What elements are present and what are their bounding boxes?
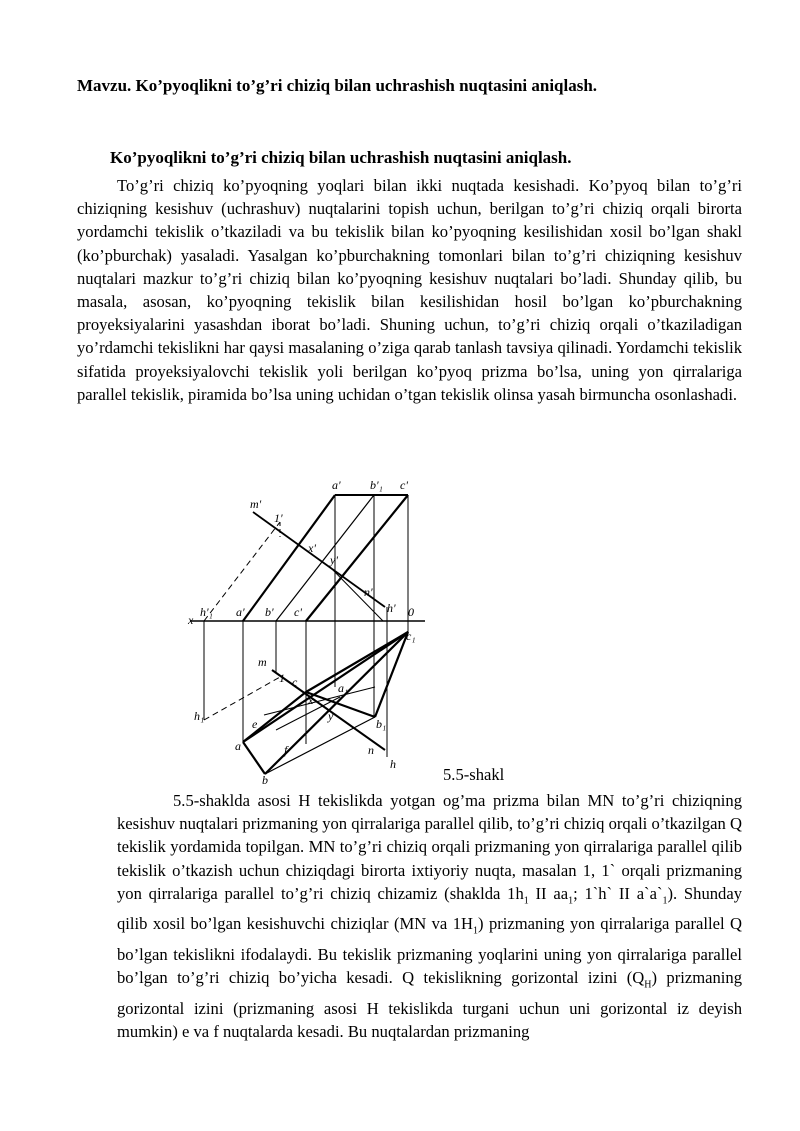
subscript: H bbox=[644, 979, 652, 991]
label-h-prime: h' bbox=[387, 601, 396, 615]
label-a-prime: a' bbox=[236, 605, 245, 619]
paragraph-text: II aa bbox=[528, 883, 569, 903]
paragraph-text: ) prizmaning gorizontal izini (prizmaning asosi H tekislikda turgani uchun uni gorizontal iz deyish mumkin) e va f nuqtalarda kesadi. Bu nuqtalardan prizmaning bbox=[117, 968, 742, 1041]
paragraph-intro: To’g’ri chiziq ko’pyoqning yoqlari bilan ikki nuqtada kesishadi. Ko’pyoq bilan to’g’ri chiziqning kesishuv (uchrashuv) nuqtalarini topish uchun, berilgan to’g’ri chiziq orqali birorta yordamchi tekislik o’tkaziladi va bu tekislik bilan ko’pyoqning kesilishidan xosil bo’lgan shakl (ko’pburchak) yasaladi. Yasalgan ko’pburchakning tomonlari bilan to’g’ri chiziqning kesishuv nuqtalari mazkur to’g’ri chiziq bilan ko’pyoqning kesishuv nuqtalari bo’ladi. Shunday qilib, bu masala, asosan, ko’pyoqning tekislik bilan kesilishidan hosil bo’lgan ko’pburchakning proyeksiyalarini yasashdan iborat bo’ladi. Shuning uchun, to’g’ri chiziq orqali o’tkaziladigan yo’rdamchi tekislikni har qaysi masalaning o’ziga qarab tanlash tavsiya qilinadi. Yordamchi tekislik sifatida proyeksiyalovchi tekislik yoli berilgan ko’pyoq prizma bo’lsa, uning yon qirralariga parallel tekislik, piramida bo’lsa uning uchidan o’tgan tekislik olinsa yasah birmuncha osonlashadi. bbox=[77, 176, 742, 404]
label-e: e bbox=[252, 717, 258, 731]
label-f: f bbox=[284, 743, 288, 757]
label-h1: h₁ bbox=[194, 709, 205, 723]
label-x-prime: x' bbox=[308, 541, 316, 555]
figure-5-5 bbox=[180, 472, 440, 792]
label-x: x bbox=[308, 693, 314, 707]
label-b1-top: b'₁ bbox=[370, 478, 383, 492]
subscript: 1 bbox=[662, 895, 668, 907]
paragraph-text: ) prizmaning yon qirralariga parallel Q bo’lgan tekislikni ifodalaydi. Bu tekislik prizmaning yoqlarini uning yon qirralariga parallel bo’lgan to’g’ri chiziq bo’yicha kesadi. Q tekislikning gorizontal izini (Q bbox=[117, 914, 742, 988]
label-1-prime: 1' bbox=[274, 511, 283, 525]
label-x-axis: x bbox=[188, 613, 194, 627]
paragraph-text: 5.5-shaklda asosi H tekislikda yotgan og’ma prizma bilan MN to’g’ri chiziqning kesishuv nuqtalari prizmaning yon qirralariga parallel qilib, to’g’ri chiziq orqali o’tkazilgan Q tekislik yordamida topilgan. MN to’g’ri chiziq orqali prizmaning yon qirralariga parallel qilib tekislik o’tkazish uchun chiziqdagi birorta ixtiyoriy nuqta, masalan 1, 1` orqali prizmaning yon qirralariga parallel to’g’ri chiziq chizamiz (shaklda 1h bbox=[117, 791, 742, 903]
subscript: 1 bbox=[568, 895, 574, 907]
paragraph-text: ). Shunday qilib xosil bo’lgan kesishuvchi chiziqlar (MN va 1H bbox=[117, 883, 743, 934]
label-c1: c₁ bbox=[406, 629, 416, 643]
section-heading: Ko’pyoqlikni to’g’ri chiziq bilan uchrashish nuqtasini aniqlash. bbox=[110, 148, 572, 167]
label-a-top: a' bbox=[332, 478, 341, 492]
label-b: b bbox=[262, 773, 268, 787]
paragraph-text: ; 1`h` II a`a` bbox=[573, 883, 663, 903]
label-y: y bbox=[328, 709, 334, 723]
paragraph-description bbox=[117, 789, 742, 1043]
label-c: c bbox=[292, 675, 298, 689]
label-h1-prime: h'₁ bbox=[200, 605, 213, 619]
label-m-prime: m' bbox=[250, 497, 262, 511]
label-m: m bbox=[258, 655, 267, 669]
label-n: n bbox=[368, 743, 374, 757]
subscript: 1 bbox=[523, 895, 529, 907]
label-a1: a₁ bbox=[338, 681, 349, 695]
label-y-prime: y' bbox=[330, 553, 338, 567]
label-c-top: c' bbox=[400, 478, 408, 492]
page-title: Mavzu. Ko’pyoqlikni to’g’ri chiziq bilan uchrashish nuqtasini aniqlash. bbox=[77, 76, 598, 95]
label-b-prime: b' bbox=[265, 605, 274, 619]
figure-caption: 5.5-shakl bbox=[443, 765, 505, 784]
label-n-prime: n' bbox=[364, 585, 373, 599]
label-b1: b₁ bbox=[376, 717, 387, 731]
label-c-prime: c' bbox=[294, 605, 302, 619]
label-1: 1 bbox=[279, 671, 285, 685]
subscript: 1 bbox=[473, 925, 479, 937]
label-o: 0 bbox=[408, 605, 414, 619]
label-a: a bbox=[235, 739, 241, 753]
label-h: h bbox=[390, 757, 396, 771]
